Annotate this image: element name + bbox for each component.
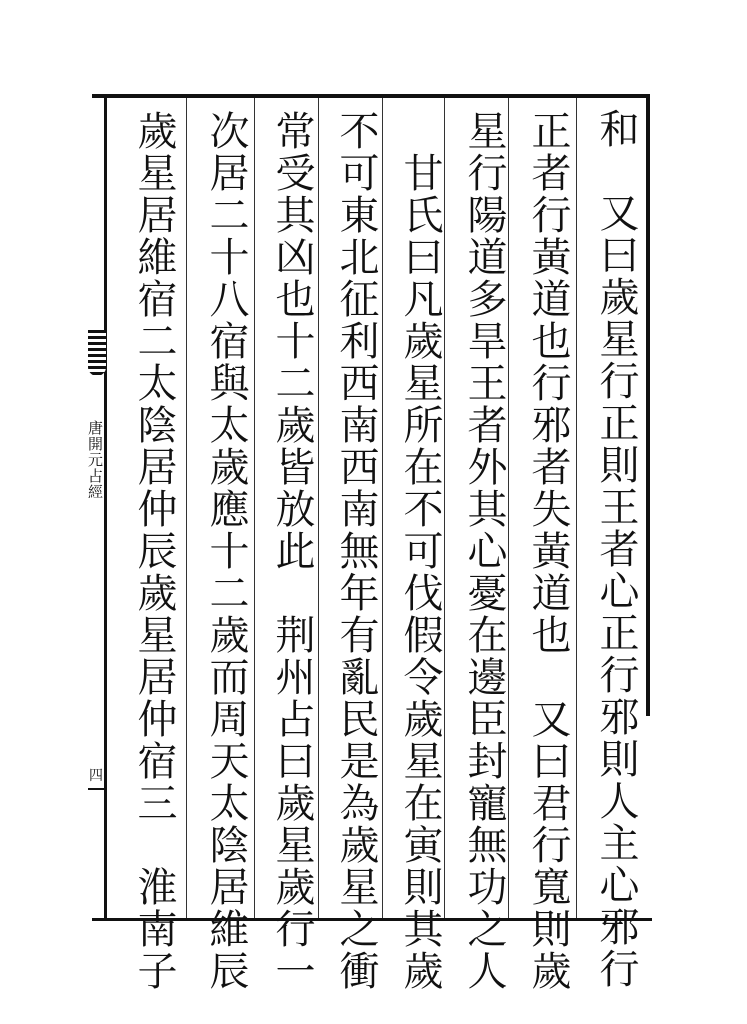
text-column-1: 和 又曰歲星行正則王者心正行邪則人主心邪行 — [593, 108, 639, 990]
frame-right-border — [646, 94, 650, 716]
margin-rule — [88, 788, 104, 790]
text-column-3: 星行陽道多旱王者外其心憂在邊臣封寵無功之人 — [461, 110, 507, 992]
text-column-6: 常受其凶也十二歲皆放此 荆州占曰歲星歲行一 — [269, 110, 315, 992]
margin-ornament — [89, 100, 103, 340]
text-column-7: 次居二十八宿與太歲應十二歲而周天太陰居維辰 — [203, 110, 249, 992]
margin-book-title: 唐開元占經 — [86, 420, 104, 500]
frame-top-border — [92, 94, 648, 98]
fish-tail-mark — [88, 330, 106, 376]
column-rule — [186, 98, 187, 918]
text-column-2: 正者行黃道也行邪者失黃道也 又曰君行寬則歲 — [525, 110, 571, 992]
margin-page-number: 四 — [89, 768, 103, 784]
text-column-4: 甘氏曰凡歲星所在不可伐假令歲星在寅則其歲 — [397, 110, 443, 992]
text-column-8: 歲星居維宿二太陰居仲辰歲星居仲宿三 淮南子 — [131, 110, 177, 992]
text-column-5: 不可東北征利西南西南無年有亂民是為歲星之衝 — [333, 110, 379, 992]
